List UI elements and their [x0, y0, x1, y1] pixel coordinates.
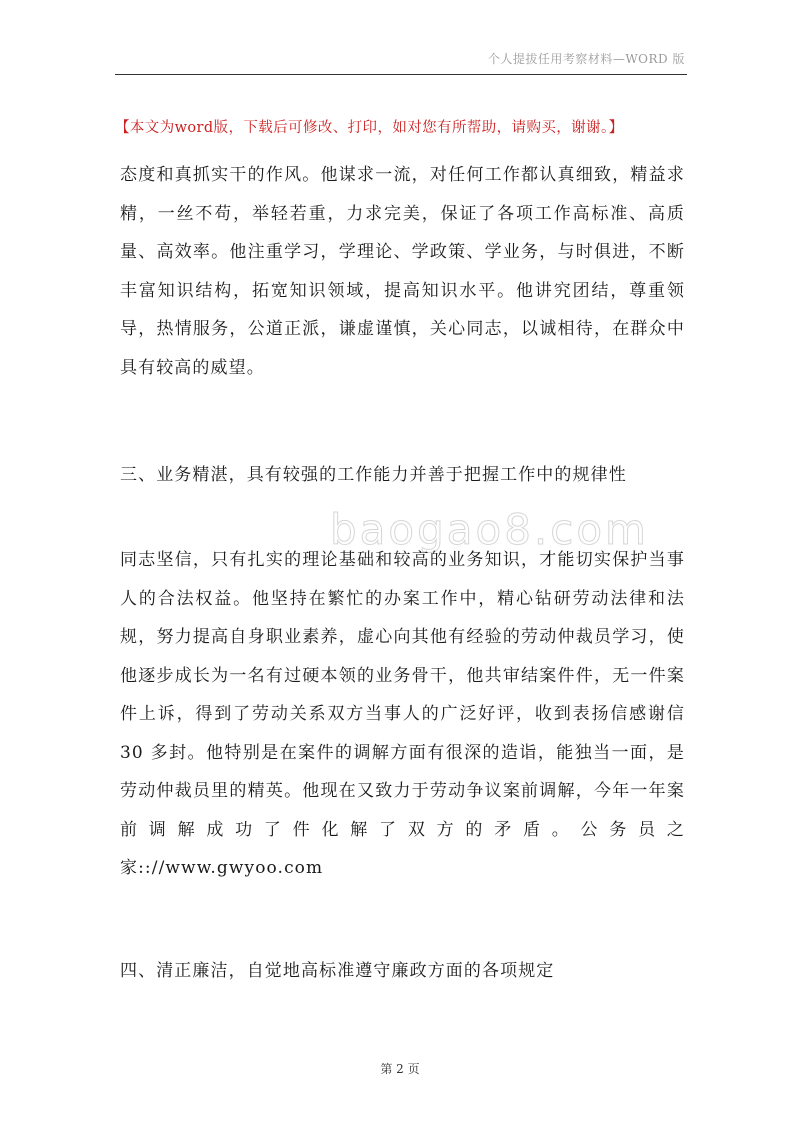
paragraph-expertise: 同志坚信，只有扎实的理论基础和较高的业务知识，才能切实保护当事人的合法权益。他坚持在繁忙的办案工作中，精心钻研劳动法律和法规，努力提高自身职业素养，虚心向其他有经验的劳动仲裁员学习，使他逐步成长为一名有过硬本领的业务骨干，他共审结案件件，无一件案件上诉，得到了劳动关系双方当事人的广泛好评，收到表扬信感谢信 30 多封。他特别是在案件的调解方面有很深的造诣，能独当一面，是劳动仲裁员里的精英。他现在又致力于劳动争议案前调解，今年一年案前调解成功了件化解了双方的矛盾。公务员之家:://www.gwyoo.com [120, 550, 685, 878]
page-number: 第 2 页 [380, 1062, 420, 1076]
purchase-notice: 【本文为word版，下载后可修改、打印，如对您有所帮助，请购买，谢谢。】 [115, 120, 624, 136]
watermark: baogao8.com [330, 505, 649, 554]
section-heading-4: 四、清正廉洁，自觉地高标准遵守廉政方面的各项规定 [120, 961, 555, 981]
section-heading-3: 三、业务精湛，具有较强的工作能力并善于把握工作中的规律性 [120, 465, 627, 485]
header-title: 个人提拔任用考察材料—WORD 版 [487, 52, 685, 66]
paragraph-attitude: 态度和真抓实干的作风。他谋求一流，对任何工作都认真细致，精益求精，一丝不苟，举轻若重，力求完美，保证了各项工作高标准、高质量、高效率。他注重学习，学理论、学政策、学业务，与时俱进，不断丰富知识结构，拓宽知识领域，提高知识水平。他讲究团结，尊重领导，热情服务，公道正派，谦虚谨慎，关心同志，以诚相待，在群众中具有较高的威望。 [120, 165, 685, 378]
header-divider [115, 74, 687, 75]
